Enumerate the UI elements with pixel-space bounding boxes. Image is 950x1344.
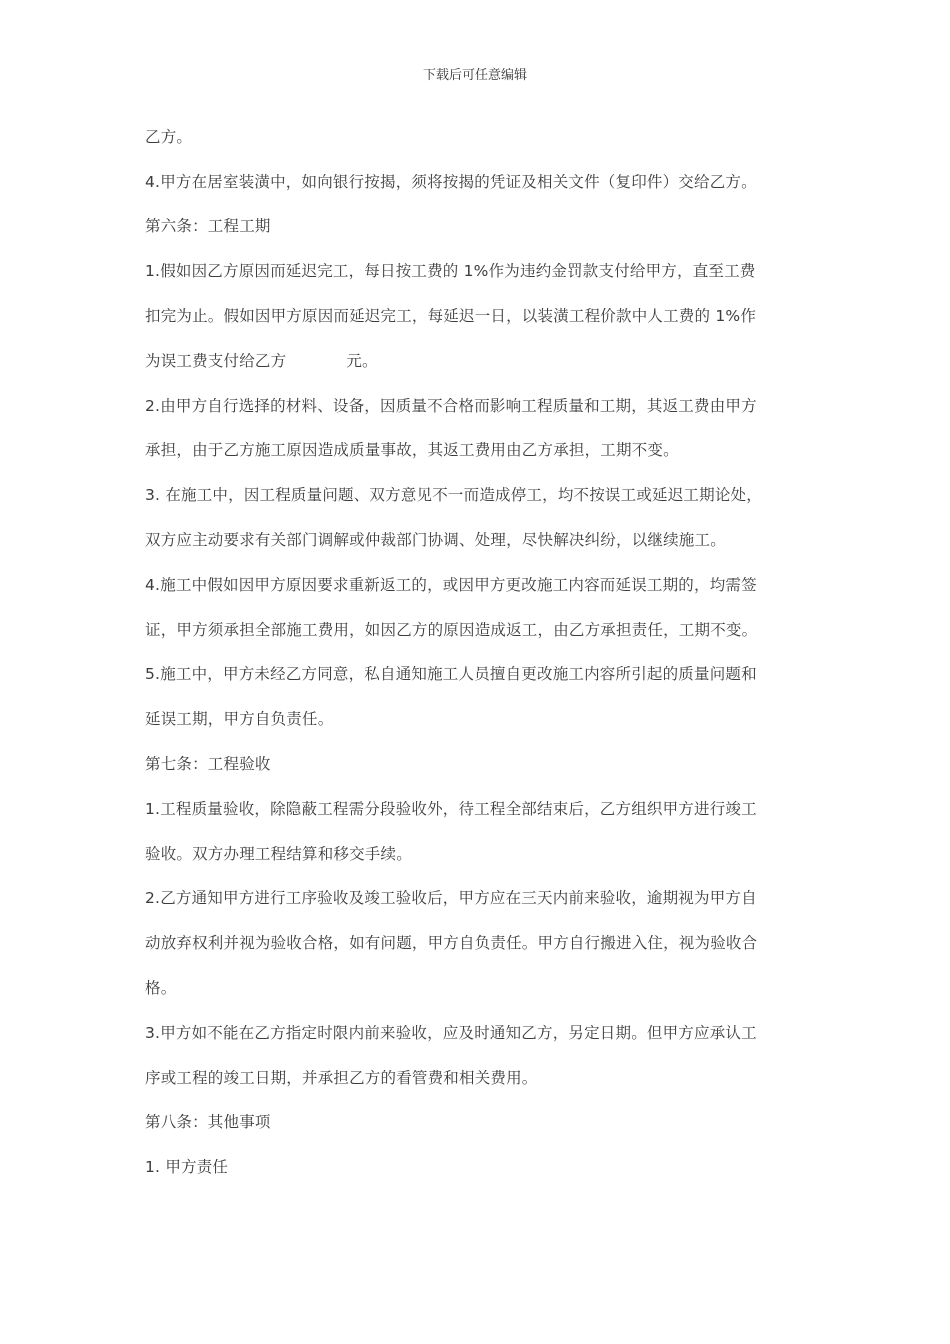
paragraph-line: 证，甲方须承担全部施工费用，如因乙方的原因造成返工，由乙方承担责任，工期不变。 (145, 621, 758, 639)
section-heading: 第六条：工程工期 (145, 217, 271, 235)
paragraph-line: 3. 在施工中，因工程质量问题、双方意见不一而造成停工，均不按误工或延迟工期论处， (145, 486, 762, 504)
paragraph-line: 5.施工中，甲方未经乙方同意，私自通知施工人员擅自更改施工内容所引起的质量问题和 (145, 665, 757, 683)
paragraph-line: 扣完为止。假如因甲方原因而延迟完工，每延迟一日，以装潢工程价款中人工费的 1%作 (145, 307, 757, 325)
paragraph-line: 4.施工中假如因甲方原因要求重新返工的，或因甲方更改施工内容而延误工期的，均需签 (145, 576, 757, 594)
paragraph-line: 乙方。 (145, 128, 193, 146)
paragraph-line-text: 为误工费支付给乙方 (145, 352, 287, 370)
paragraph-line: 2.由甲方自行选择的材料、设备，因质量不合格而影响工程质量和工期，其返工费由甲方 (145, 397, 757, 415)
paragraph-line: 1. 甲方责任 (145, 1158, 229, 1176)
paragraph-line: 双方应主动要求有关部门调解或仲裁部门协调、处理，尽快解决纠纷，以继续施工。 (145, 531, 726, 549)
paragraph-line: 序或工程的竣工日期，并承担乙方的看管费和相关费用。 (145, 1069, 538, 1087)
paragraph-line: 验收。双方办理工程结算和移交手续。 (145, 845, 412, 863)
paragraph-line: 延误工期，甲方自负责任。 (145, 710, 334, 728)
section-heading: 第七条：工程验收 (145, 755, 271, 773)
paragraph-line: 2.乙方通知甲方进行工序验收及竣工验收后，甲方应在三天内前来验收，逾期视为甲方自 (145, 889, 757, 907)
page-header: 下载后可任意编辑 (422, 68, 527, 83)
paragraph-line: 动放弃权利并视为验收合格，如有问题，甲方自负责任。甲方自行搬进入住，视为验收合 (145, 934, 758, 952)
section-heading: 第八条：其他事项 (145, 1113, 271, 1131)
paragraph-line: 1.假如因乙方原因而延迟完工，每日按工费的 1%作为违约金罚款支付给甲方，直至工费 (145, 262, 756, 280)
paragraph-line (145, 351, 378, 371)
paragraph-line: 承担，由于乙方施工原因造成质量事故，其返工费用由乙方承担，工期不变。 (145, 441, 679, 459)
paragraph-line-suffix: 元。 (346, 352, 378, 370)
paragraph-line: 1.工程质量验收，除隐蔽工程需分段验收外，待工程全部结束后，乙方组织甲方进行竣工 (145, 800, 757, 818)
paragraph-line: 格。 (145, 979, 177, 997)
paragraph-line: 4.甲方在居室装潢中，如向银行按揭，须将按揭的凭证及相关文件（复印件）交给乙方。 (145, 173, 757, 191)
paragraph-line: 3.甲方如不能在乙方指定时限内前来验收，应及时通知乙方，另定日期。但甲方应承认工 (145, 1024, 757, 1042)
